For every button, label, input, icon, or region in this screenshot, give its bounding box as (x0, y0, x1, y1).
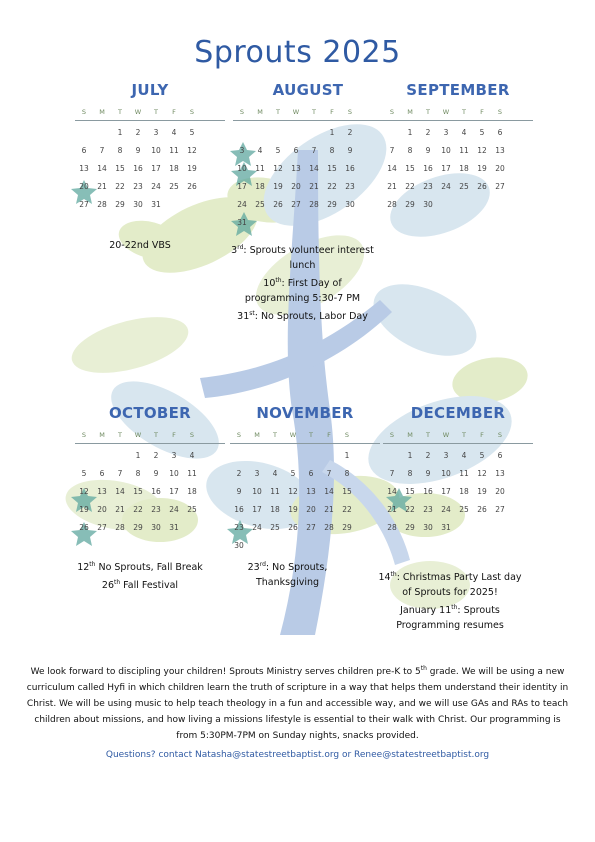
day-cell: 21 (387, 182, 397, 191)
day-cell: 24 (441, 505, 451, 514)
weekday-header: S (189, 431, 195, 439)
day-cell: 3 (153, 128, 159, 137)
day-cell: 16 (423, 164, 433, 173)
day-cell: 19 (79, 505, 89, 514)
weekday-header: T (273, 431, 277, 439)
day-cell: 16 (133, 164, 143, 173)
day-cell: 13 (79, 164, 89, 173)
weekday-header: S (389, 108, 395, 116)
day-cell: 13 (495, 146, 505, 155)
day-cell: 15 (115, 164, 125, 173)
day-cell: 5 (479, 451, 485, 460)
weekday-header: S (239, 108, 245, 116)
weekday-header: M (257, 108, 263, 116)
day-cell: 17 (151, 164, 161, 173)
empty-day-cell (233, 124, 251, 142)
empty-day-cell (75, 124, 93, 142)
weekday-header: W (292, 108, 300, 116)
day-cell: 27 (495, 182, 505, 191)
month-name: DECEMBER (410, 404, 506, 422)
day-cell: 4 (461, 128, 467, 137)
day-cell: 25 (169, 182, 179, 191)
weekday-header: W (442, 108, 450, 116)
day-cell: 30 (234, 541, 244, 550)
day-cell: 29 (133, 523, 143, 532)
empty-day-cell (75, 447, 93, 465)
day-cell: 14 (115, 487, 125, 496)
day-cell: 24 (441, 182, 451, 191)
day-cell: 5 (275, 146, 281, 155)
day-cell: 18 (459, 164, 469, 173)
month-name: SEPTEMBER (406, 81, 510, 99)
day-cell: 31 (169, 523, 179, 532)
weekday-header: F (172, 431, 176, 439)
day-cell: 30 (423, 523, 433, 532)
day-cell: 10 (252, 487, 262, 496)
day-cell: 17 (441, 164, 451, 173)
day-cell: 23 (151, 505, 161, 514)
empty-day-cell (269, 124, 287, 142)
day-cell: 26 (288, 523, 298, 532)
day-cell: 9 (135, 146, 141, 155)
day-cell: 21 (97, 182, 107, 191)
month-name: JULY (131, 81, 169, 99)
day-cell: 9 (425, 469, 431, 478)
day-cell: 13 (291, 164, 301, 173)
day-cell: 1 (329, 128, 335, 137)
day-cell: 31 (151, 200, 161, 209)
day-cell: 2 (347, 128, 353, 137)
day-cell: 26 (79, 523, 89, 532)
day-cell: 22 (133, 505, 143, 514)
day-cell: 6 (497, 451, 503, 460)
weekday-header: W (134, 108, 142, 116)
day-cell: 1 (117, 128, 123, 137)
day-cell: 11 (459, 469, 469, 478)
day-cell: 6 (81, 146, 87, 155)
day-cell: 9 (153, 469, 159, 478)
empty-day-cell (287, 124, 305, 142)
day-cell: 30 (151, 523, 161, 532)
calendar-december (383, 403, 533, 537)
day-cell: 7 (99, 146, 105, 155)
day-cell: 25 (187, 505, 197, 514)
day-cell: 13 (97, 487, 107, 496)
day-cell: 25 (459, 182, 469, 191)
weekday-header: T (309, 431, 313, 439)
day-cell: 18 (187, 487, 197, 496)
day-cell: 22 (405, 182, 415, 191)
day-cell: 22 (115, 182, 125, 191)
day-cell: 14 (309, 164, 319, 173)
day-cell: 12 (79, 487, 89, 496)
weekday-header: M (99, 431, 105, 439)
empty-day-cell (305, 124, 323, 142)
weekday-header: W (289, 431, 297, 439)
day-cell: 27 (306, 523, 316, 532)
weekday-header: M (254, 431, 260, 439)
day-cell: 30 (133, 200, 143, 209)
day-grid (75, 447, 225, 537)
day-cell: 8 (329, 146, 335, 155)
day-cell: 7 (311, 146, 317, 155)
weekday-header-row (383, 108, 533, 121)
day-cell: 19 (288, 505, 298, 514)
day-cell: 29 (342, 523, 352, 532)
day-cell: 3 (443, 128, 449, 137)
weekday-header: T (154, 108, 158, 116)
day-cell: 30 (423, 200, 433, 209)
day-grid (233, 124, 383, 232)
day-cell: 7 (389, 469, 395, 478)
weekday-header: M (407, 431, 413, 439)
weekday-header: S (347, 108, 353, 116)
day-cell: 3 (443, 451, 449, 460)
weekday-header: S (81, 108, 87, 116)
day-grid (75, 124, 225, 214)
weekday-header: M (99, 108, 105, 116)
day-cell: 16 (345, 164, 355, 173)
calendar-september (383, 80, 533, 214)
day-cell: 28 (387, 523, 397, 532)
day-cell: 31 (441, 523, 451, 532)
november-note: 23rd: No Sprouts, Thanksgiving (247, 561, 328, 589)
day-cell: 12 (273, 164, 283, 173)
weekday-header-row (383, 431, 533, 444)
weekday-header: T (118, 431, 122, 439)
day-cell: 8 (135, 469, 141, 478)
july-note: 20-22nd VBS (109, 240, 171, 251)
day-cell: 6 (293, 146, 299, 155)
day-cell: 2 (425, 128, 431, 137)
calendar-november (230, 403, 380, 555)
day-cell: 15 (342, 487, 352, 496)
leaf (66, 306, 194, 383)
day-cell: 28 (115, 523, 125, 532)
day-cell: 5 (290, 469, 296, 478)
day-cell: 13 (495, 469, 505, 478)
day-cell: 12 (288, 487, 298, 496)
page-title: Sprouts 2025 (194, 35, 401, 70)
day-cell: 29 (405, 200, 415, 209)
weekday-header: S (497, 431, 503, 439)
day-cell: 10 (237, 164, 247, 173)
weekday-header-row (230, 431, 380, 444)
day-cell: 4 (171, 128, 177, 137)
day-cell: 28 (324, 523, 334, 532)
day-cell: 31 (237, 218, 247, 227)
day-cell: 4 (189, 451, 195, 460)
day-cell: 6 (99, 469, 105, 478)
calendar-july (75, 80, 225, 214)
weekday-header: T (276, 108, 280, 116)
day-cell: 30 (345, 200, 355, 209)
weekday-header: F (172, 108, 176, 116)
day-cell: 2 (153, 451, 159, 460)
day-cell: 29 (115, 200, 125, 209)
day-cell: 6 (308, 469, 314, 478)
empty-day-cell (383, 447, 401, 465)
day-cell: 14 (387, 487, 397, 496)
weekday-header: S (389, 431, 395, 439)
day-cell: 21 (324, 505, 334, 514)
weekday-header: S (189, 108, 195, 116)
day-cell: 20 (291, 182, 301, 191)
day-cell: 16 (151, 487, 161, 496)
weekday-header: M (407, 108, 413, 116)
day-cell: 23 (423, 505, 433, 514)
day-grid (230, 447, 380, 555)
day-cell: 4 (257, 146, 263, 155)
day-cell: 6 (497, 128, 503, 137)
day-cell: 26 (477, 505, 487, 514)
day-cell: 24 (237, 200, 247, 209)
day-cell: 14 (324, 487, 334, 496)
day-cell: 23 (345, 182, 355, 191)
month-name: OCTOBER (108, 404, 192, 422)
day-cell: 10 (441, 469, 451, 478)
empty-day-cell (230, 447, 248, 465)
weekday-header: S (344, 431, 350, 439)
empty-day-cell (266, 447, 284, 465)
day-cell: 11 (255, 164, 265, 173)
day-cell: 7 (389, 146, 395, 155)
calendar-august (233, 80, 383, 232)
day-cell: 28 (309, 200, 319, 209)
weekday-header: F (330, 108, 334, 116)
day-cell: 25 (459, 505, 469, 514)
day-cell: 1 (344, 451, 350, 460)
day-cell: 23 (423, 182, 433, 191)
day-cell: 16 (423, 487, 433, 496)
weekday-header: S (81, 431, 87, 439)
weekday-header: W (442, 431, 450, 439)
day-cell: 10 (151, 146, 161, 155)
weekday-header: S (497, 108, 503, 116)
day-cell: 4 (461, 451, 467, 460)
weekday-header: F (327, 431, 331, 439)
empty-day-cell (111, 447, 129, 465)
day-cell: 23 (234, 523, 244, 532)
day-cell: 15 (405, 164, 415, 173)
day-cell: 20 (495, 487, 505, 496)
day-cell: 17 (441, 487, 451, 496)
day-cell: 15 (327, 164, 337, 173)
day-cell: 1 (407, 451, 413, 460)
day-cell: 19 (273, 182, 283, 191)
day-cell: 2 (135, 128, 141, 137)
day-cell: 3 (254, 469, 260, 478)
day-cell: 8 (407, 469, 413, 478)
day-cell: 27 (495, 505, 505, 514)
day-cell: 5 (81, 469, 87, 478)
day-cell: 17 (252, 505, 262, 514)
day-cell: 11 (270, 487, 280, 496)
day-cell: 26 (477, 182, 487, 191)
day-cell: 10 (441, 146, 451, 155)
day-cell: 11 (169, 146, 179, 155)
day-cell: 28 (387, 200, 397, 209)
day-cell: 20 (79, 182, 89, 191)
empty-day-cell (302, 447, 320, 465)
day-cell: 25 (270, 523, 280, 532)
weekday-header-row (233, 108, 383, 121)
weekday-header: T (154, 431, 158, 439)
day-cell: 4 (272, 469, 278, 478)
day-cell: 9 (347, 146, 353, 155)
day-cell: 26 (273, 200, 283, 209)
day-cell: 19 (477, 164, 487, 173)
day-cell: 12 (477, 469, 487, 478)
day-cell: 27 (291, 200, 301, 209)
empty-day-cell (284, 447, 302, 465)
day-cell: 28 (97, 200, 107, 209)
day-cell: 18 (270, 505, 280, 514)
weekday-header: W (134, 431, 142, 439)
december-note: 14th: Christmas Party Last day of Sprouts for 2025! January 11th: Sprouts Programming resumes (378, 571, 522, 632)
day-cell: 20 (306, 505, 316, 514)
day-cell: 19 (187, 164, 197, 173)
empty-day-cell (248, 447, 266, 465)
day-cell: 14 (387, 164, 397, 173)
day-cell: 7 (117, 469, 123, 478)
day-cell: 5 (189, 128, 195, 137)
day-cell: 13 (306, 487, 316, 496)
weekday-header: T (118, 108, 122, 116)
day-cell: 7 (326, 469, 332, 478)
day-cell: 15 (405, 487, 415, 496)
day-cell: 9 (236, 487, 242, 496)
day-cell: 1 (407, 128, 413, 137)
empty-day-cell (383, 124, 401, 142)
month-name: NOVEMBER (256, 404, 354, 422)
day-cell: 16 (234, 505, 244, 514)
day-cell: 18 (169, 164, 179, 173)
empty-day-cell (320, 447, 338, 465)
ministry-description: We look forward to discipling your children! Sprouts Ministry serves children pre-K to 5th grade. We will be using a new curriculum called Hyfi in which children learn the truth of scripture in a way that helps them understand their identity in Christ. We will be using music to help teach theology in a fun and accessible way, and we will use GAs and RAs to teach children about missions, and how living a missions lifestyle is essential to their walk with Christ. Our programming is from 5:30PM-7PM on Sunday nights, snacks provided. (26, 665, 569, 741)
day-cell: 2 (425, 451, 431, 460)
day-cell: 12 (187, 146, 197, 155)
day-cell: 21 (309, 182, 319, 191)
day-cell: 10 (169, 469, 179, 478)
weekday-header: S (236, 431, 242, 439)
day-cell: 5 (479, 128, 485, 137)
weekday-header: T (426, 431, 430, 439)
day-cell: 17 (237, 182, 247, 191)
day-cell: 9 (425, 146, 431, 155)
day-cell: 3 (239, 146, 245, 155)
contact-line: Questions? contact Natasha@statestreetbaptist.org or Renee@statestreetbaptist.org (105, 750, 490, 760)
day-cell: 22 (342, 505, 352, 514)
weekday-header: T (462, 108, 466, 116)
weekday-header: F (480, 431, 484, 439)
day-cell: 22 (327, 182, 337, 191)
day-cell: 29 (405, 523, 415, 532)
day-cell: 1 (135, 451, 141, 460)
day-cell: 21 (115, 505, 125, 514)
day-cell: 19 (477, 487, 487, 496)
day-cell: 3 (171, 451, 177, 460)
day-cell: 23 (133, 182, 143, 191)
october-note: 12th No Sprouts, Fall Break 26th Fall Festival (77, 561, 203, 592)
day-cell: 29 (327, 200, 337, 209)
day-cell: 8 (407, 146, 413, 155)
day-cell: 11 (459, 146, 469, 155)
weekday-header: T (312, 108, 316, 116)
calendar-october (75, 403, 225, 537)
weekday-header-row (75, 108, 225, 121)
day-cell: 20 (97, 505, 107, 514)
day-grid (383, 447, 533, 537)
day-cell: 25 (255, 200, 265, 209)
weekday-header-row (75, 431, 225, 444)
weekday-header: T (462, 431, 466, 439)
empty-day-cell (251, 124, 269, 142)
day-cell: 26 (187, 182, 197, 191)
day-cell: 24 (151, 182, 161, 191)
day-cell: 8 (344, 469, 350, 478)
day-cell: 24 (169, 505, 179, 514)
day-cell: 18 (459, 487, 469, 496)
day-cell: 20 (495, 164, 505, 173)
weekday-header: F (480, 108, 484, 116)
day-cell: 27 (79, 200, 89, 209)
weekday-header: T (426, 108, 430, 116)
august-note: 3rd: Sprouts volunteer interest lunch 10th: First Day of programming 5:30-7 PM 31st: No Sprouts, Labor Day (231, 244, 374, 323)
day-cell: 18 (255, 182, 265, 191)
day-cell: 12 (477, 146, 487, 155)
day-cell: 2 (236, 469, 242, 478)
day-cell: 14 (97, 164, 107, 173)
day-cell: 21 (387, 505, 397, 514)
day-cell: 22 (405, 505, 415, 514)
empty-day-cell (93, 447, 111, 465)
day-cell: 27 (97, 523, 107, 532)
month-name: AUGUST (272, 81, 344, 99)
empty-day-cell (93, 124, 111, 142)
day-cell: 24 (252, 523, 262, 532)
day-cell: 8 (117, 146, 123, 155)
day-cell: 15 (133, 487, 143, 496)
day-cell: 17 (169, 487, 179, 496)
day-grid (383, 124, 533, 214)
day-cell: 11 (187, 469, 197, 478)
